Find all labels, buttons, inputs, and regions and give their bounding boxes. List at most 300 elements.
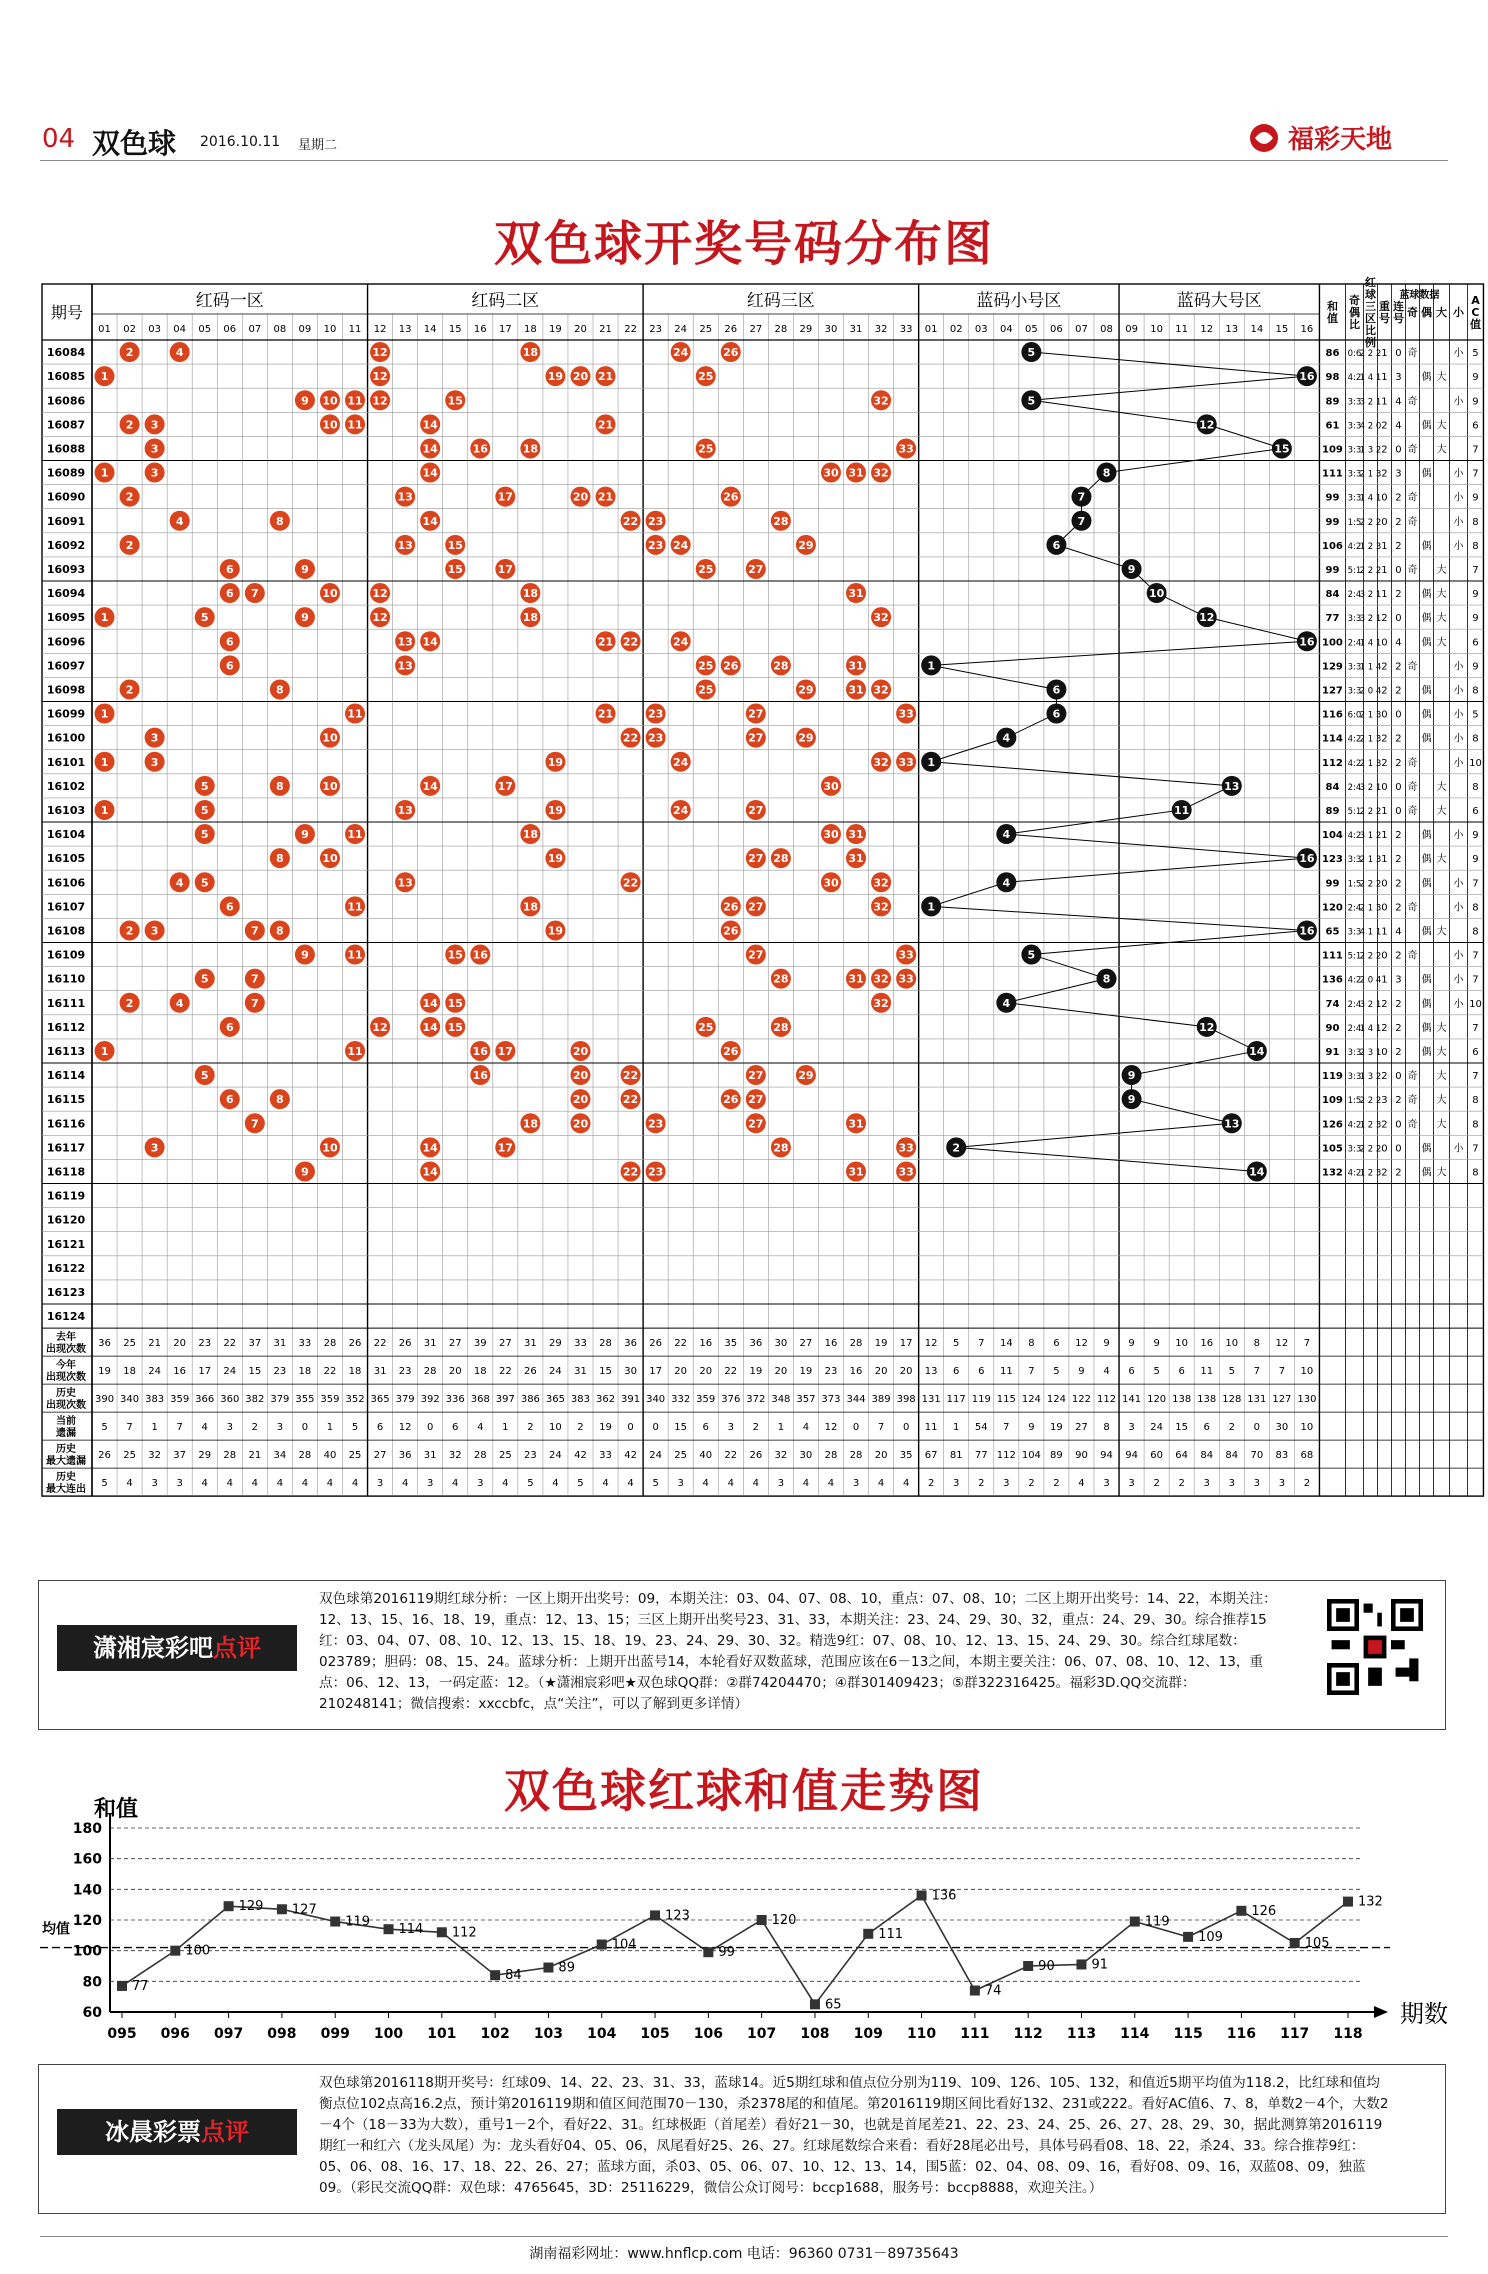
comment-box-xiaoxiang bbox=[38, 1580, 1446, 1730]
red-ball-number: 33 bbox=[898, 972, 914, 986]
right-data-cell: 120 bbox=[1322, 902, 1343, 914]
period-label: 16095 bbox=[46, 611, 86, 625]
stat-value: 9 bbox=[1128, 1338, 1135, 1350]
stat-value: 23 bbox=[524, 1450, 537, 1462]
stat-value: 3 bbox=[777, 1478, 785, 1490]
grid-border bbox=[42, 284, 1483, 1496]
stat-value: 4 bbox=[877, 1478, 885, 1490]
number-header: 19 bbox=[549, 324, 562, 335]
sum-data-label: 119 bbox=[345, 1914, 371, 1930]
stat-value: 24 bbox=[223, 1366, 237, 1378]
right-data-cell: 1 bbox=[1381, 926, 1388, 938]
svg-text:福彩天地: 福彩天地 bbox=[1288, 125, 1393, 155]
number-header: 20 bbox=[574, 324, 587, 335]
stat-value: 2 bbox=[1153, 1478, 1160, 1490]
right-data-cell: 8 bbox=[1472, 1095, 1479, 1107]
stat-value: 379 bbox=[395, 1394, 415, 1406]
stat-value: 15 bbox=[599, 1366, 612, 1378]
red-ball-number: 29 bbox=[798, 731, 814, 745]
red-ball-number: 22 bbox=[622, 876, 639, 890]
red-ball-number: 7 bbox=[250, 996, 259, 1010]
stat-value: 360 bbox=[220, 1394, 240, 1406]
right-data-cell: 7 bbox=[1472, 1143, 1479, 1155]
red-ball-number: 13 bbox=[397, 538, 413, 552]
right-data-cell: 2:4 bbox=[1347, 782, 1362, 793]
period-label: 16085 bbox=[46, 370, 86, 384]
right-data-cell: 0 bbox=[1395, 709, 1402, 721]
red-ball-number: 23 bbox=[647, 1165, 664, 1179]
right-header bbox=[1349, 293, 1360, 331]
right-data-cell: 2 1 3 bbox=[1359, 758, 1382, 769]
period-label: 16094 bbox=[46, 587, 86, 601]
comment-tag: 潇湘宸彩吧点评 bbox=[57, 1625, 297, 1671]
stat-value: 359 bbox=[696, 1394, 716, 1406]
period-label: 16098 bbox=[46, 683, 86, 697]
fucai-logo bbox=[1244, 118, 1444, 158]
stat-value: 7 bbox=[1028, 1366, 1035, 1378]
stat-value: 8 bbox=[1028, 1338, 1035, 1350]
stat-value: 1 bbox=[777, 1422, 785, 1434]
stat-value: 84 bbox=[1200, 1450, 1214, 1462]
number-header: 22 bbox=[624, 324, 637, 335]
stat-value: 0 bbox=[426, 1422, 434, 1434]
stat-value: 5 bbox=[1053, 1366, 1060, 1378]
right-data-cell: 2:4 bbox=[1347, 999, 1362, 1010]
stat-value: 392 bbox=[420, 1394, 440, 1406]
number-header: 04 bbox=[999, 324, 1013, 335]
right-data-cell: 8 bbox=[1472, 540, 1479, 552]
right-data-cell: 3:3 bbox=[1347, 614, 1362, 625]
stat-value: 24 bbox=[649, 1450, 662, 1462]
right-header-char: 重 bbox=[1378, 300, 1390, 313]
stat-value: 84 bbox=[1225, 1450, 1239, 1462]
stat-value: 1 bbox=[953, 1422, 960, 1434]
red-ball-number: 12 bbox=[372, 394, 388, 408]
right-header bbox=[1453, 305, 1465, 319]
sum-data-label: 109 bbox=[1198, 1929, 1223, 1945]
right-data-cell: 大 bbox=[1436, 805, 1447, 817]
right-data-cell: 136 bbox=[1322, 974, 1343, 986]
red-ball-number: 7 bbox=[250, 972, 259, 986]
stat-value: 42 bbox=[574, 1450, 587, 1462]
stat-value: 31 bbox=[574, 1366, 587, 1378]
red-ball-number: 2 bbox=[125, 683, 134, 697]
stat-value: 26 bbox=[348, 1338, 362, 1350]
period-label: 16102 bbox=[46, 779, 86, 793]
blue-ball-number: 7 bbox=[1077, 514, 1086, 528]
right-data-cell: 2 bbox=[1395, 902, 1402, 914]
weekday: 星期二 bbox=[298, 138, 338, 153]
stat-value: 6 bbox=[1053, 1338, 1060, 1350]
right-data-cell: 126 bbox=[1322, 1119, 1343, 1131]
right-data-cell: 2 1 3 bbox=[1359, 469, 1382, 480]
right-data-cell: 9 bbox=[1472, 372, 1479, 384]
right-data-cell: 2 bbox=[1395, 998, 1402, 1010]
stat-value: 20 bbox=[899, 1366, 913, 1378]
right-data-cell: 偶 bbox=[1421, 685, 1432, 697]
stat-value: 19 bbox=[799, 1366, 813, 1378]
number-header: 02 bbox=[123, 324, 136, 335]
right-data-cell: 0 bbox=[1395, 805, 1402, 817]
right-data-cell: 4:2 bbox=[1347, 975, 1362, 986]
red-ball-number: 20 bbox=[572, 1093, 589, 1107]
right-data-cell: 114 bbox=[1322, 733, 1343, 745]
red-ball-number: 17 bbox=[497, 779, 513, 793]
page-header bbox=[40, 118, 1448, 161]
stat-value: 11 bbox=[924, 1422, 938, 1434]
sum-point bbox=[330, 1917, 340, 1927]
stat-value: 340 bbox=[646, 1394, 666, 1406]
right-data-cell: 奇 bbox=[1407, 1095, 1418, 1107]
red-ball-number: 25 bbox=[698, 562, 714, 576]
sum-data-label: 91 bbox=[1091, 1957, 1109, 1973]
red-ball-number: 19 bbox=[547, 924, 564, 938]
right-data-cell: 6 bbox=[1472, 1046, 1479, 1058]
blue-ball-number: 6 bbox=[1052, 707, 1061, 721]
right-data-cell: 116 bbox=[1322, 709, 1343, 721]
right-data-cell: 2:4 bbox=[1347, 903, 1362, 914]
stat-value: 16 bbox=[849, 1366, 863, 1378]
x-tick-label: 101 bbox=[427, 2026, 457, 2042]
red-ball-number: 2 bbox=[125, 346, 134, 360]
stat-value: 27 bbox=[373, 1450, 387, 1462]
right-data-cell: 0 bbox=[1381, 950, 1388, 962]
right-data-cell: 0 bbox=[1395, 781, 1402, 793]
stat-value: 28 bbox=[223, 1450, 237, 1462]
blue-ball-number: 1 bbox=[927, 659, 936, 673]
red-ball-number: 24 bbox=[673, 755, 689, 769]
stat-value: 2 bbox=[1053, 1478, 1060, 1490]
red-ball-number: 31 bbox=[848, 852, 864, 866]
blue-ball-number: 1 bbox=[927, 755, 936, 769]
stat-value: 362 bbox=[595, 1394, 616, 1406]
right-data-cell: 1 4 1 bbox=[1359, 493, 1382, 504]
stat-value: 17 bbox=[649, 1366, 662, 1378]
sum-point bbox=[757, 1915, 767, 1925]
right-data-cell: 104 bbox=[1322, 830, 1343, 842]
stat-value: 119 bbox=[971, 1394, 991, 1406]
stat-value: 40 bbox=[699, 1450, 713, 1462]
sum-point bbox=[277, 1904, 287, 1914]
red-ball-number: 17 bbox=[497, 1141, 513, 1155]
red-ball-number: 14 bbox=[422, 418, 438, 432]
stat-value: 3 bbox=[1228, 1478, 1235, 1490]
stat-value: 4 bbox=[226, 1478, 233, 1490]
stat-value: 20 bbox=[448, 1366, 462, 1378]
right-data-cell: 6:0 bbox=[1347, 710, 1362, 721]
red-ball-number: 14 bbox=[422, 635, 438, 649]
red-ball-number: 22 bbox=[622, 1093, 639, 1107]
number-header: 29 bbox=[799, 324, 813, 335]
red-ball-number: 9 bbox=[301, 828, 309, 842]
right-data-cell: 10 bbox=[1469, 998, 1482, 1010]
stat-value: 31 bbox=[423, 1338, 437, 1350]
right-data-cell: 0 bbox=[1381, 781, 1388, 793]
red-ball-number: 31 bbox=[848, 1117, 864, 1131]
right-data-cell: 2 bbox=[1381, 733, 1388, 745]
right-header-char: 和 bbox=[1326, 300, 1338, 313]
blue-ball-number: 15 bbox=[1274, 442, 1290, 456]
stat-value: 22 bbox=[223, 1338, 237, 1350]
stat-value: 3 bbox=[1003, 1478, 1010, 1490]
stat-value: 382 bbox=[245, 1394, 265, 1406]
sum-data-label: 65 bbox=[824, 1997, 842, 2013]
blue-ball-number: 9 bbox=[1127, 562, 1136, 576]
stat-value: 12 bbox=[824, 1422, 838, 1434]
right-header bbox=[1470, 294, 1481, 331]
zone-label: 红码三区 bbox=[746, 291, 815, 311]
right-header-char: 例 bbox=[1364, 336, 1376, 349]
right-data-cell: 3 2 1 bbox=[1359, 782, 1382, 793]
red-ball-number: 13 bbox=[397, 659, 413, 673]
sum-point bbox=[917, 1890, 927, 1900]
number-header: 18 bbox=[524, 324, 537, 335]
red-ball-number: 21 bbox=[597, 370, 614, 384]
stat-value: 12 bbox=[398, 1422, 412, 1434]
stat-value: 122 bbox=[1071, 1394, 1092, 1406]
right-data-cell: 84 bbox=[1325, 589, 1340, 601]
period-label: 16118 bbox=[46, 1165, 86, 1179]
period-label: 16086 bbox=[46, 394, 86, 408]
stat-value: 27 bbox=[448, 1338, 462, 1350]
stat-value: 10 bbox=[1175, 1338, 1189, 1350]
number-header: 12 bbox=[373, 324, 387, 335]
right-data-cell: 3 bbox=[1395, 468, 1402, 480]
right-data-cell: 1 bbox=[1381, 564, 1388, 576]
stat-value: 23 bbox=[398, 1366, 412, 1378]
period-label: 16109 bbox=[46, 948, 86, 962]
x-tick-label: 100 bbox=[373, 2026, 404, 2042]
stat-value: 4 bbox=[452, 1478, 459, 1490]
right-data-cell: 小 bbox=[1453, 348, 1464, 360]
red-ball-number: 3 bbox=[150, 924, 159, 938]
number-header: 16 bbox=[473, 324, 487, 335]
right-data-cell: 偶 bbox=[1421, 1167, 1432, 1179]
red-ball-number: 11 bbox=[347, 418, 363, 432]
red-ball-number: 19 bbox=[547, 852, 564, 866]
red-ball-number: 28 bbox=[773, 972, 789, 986]
stat-value: 0 bbox=[902, 1422, 910, 1434]
stat-value: 28 bbox=[323, 1338, 337, 1350]
y-tick-label: 140 bbox=[72, 1882, 102, 1899]
stat-value: 9 bbox=[1153, 1338, 1160, 1350]
right-data-cell: 7 bbox=[1472, 1022, 1479, 1034]
red-ball-number: 12 bbox=[372, 587, 388, 601]
stat-value: 2 bbox=[927, 1478, 935, 1490]
stat-value: 2 bbox=[527, 1422, 534, 1434]
red-ball-number: 22 bbox=[622, 635, 639, 649]
stat-value: 379 bbox=[270, 1394, 290, 1406]
sum-point bbox=[490, 1970, 500, 1980]
blue-ball-number: 13 bbox=[1224, 1117, 1240, 1131]
right-data-cell: 小 bbox=[1453, 540, 1464, 552]
right-data-cell: 2 bbox=[1395, 540, 1402, 552]
number-header: 03 bbox=[148, 324, 161, 335]
number-header: 09 bbox=[1125, 324, 1138, 335]
stat-value: 23 bbox=[273, 1366, 287, 1378]
stat-value: 3 bbox=[1128, 1478, 1135, 1490]
section-title: 双色球 bbox=[92, 127, 177, 160]
red-ball-number: 29 bbox=[798, 683, 814, 697]
right-data-cell: 3:3 bbox=[1347, 493, 1362, 504]
red-ball-number: 13 bbox=[397, 635, 413, 649]
red-ball-number: 1 bbox=[100, 803, 109, 817]
stat-value: 4 bbox=[802, 1422, 810, 1434]
period-label: 16114 bbox=[46, 1069, 86, 1083]
right-data-cell: 0 bbox=[1395, 444, 1402, 456]
red-ball-number: 21 bbox=[597, 490, 614, 504]
stat-value: 35 bbox=[899, 1450, 913, 1462]
right-data-cell: 2 2 2 bbox=[1359, 565, 1382, 576]
right-data-cell: 2 2 2 bbox=[1359, 806, 1382, 817]
red-ball-number: 20 bbox=[572, 370, 589, 384]
right-data-cell: 2 bbox=[1395, 1095, 1402, 1107]
stat-value: 3 bbox=[727, 1422, 734, 1434]
right-header-char: 值 bbox=[1469, 318, 1481, 331]
sum-data-label: 132 bbox=[1358, 1894, 1383, 1910]
red-ball-number: 24 bbox=[673, 538, 689, 552]
stat-value: 355 bbox=[295, 1394, 315, 1406]
red-ball-number: 8 bbox=[276, 1093, 284, 1107]
stat-value: 138 bbox=[1197, 1394, 1217, 1406]
red-ball-number: 11 bbox=[347, 948, 363, 962]
red-ball-number: 22 bbox=[622, 731, 639, 745]
stat-value: 6 bbox=[1178, 1366, 1185, 1378]
number-distribution-grid bbox=[34, 276, 1482, 1570]
blue-ball-number: 4 bbox=[1002, 876, 1011, 890]
stat-value: 8 bbox=[1253, 1338, 1261, 1350]
red-ball-number: 24 bbox=[673, 803, 689, 817]
right-data-cell: 132 bbox=[1322, 1167, 1343, 1179]
red-ball-number: 33 bbox=[898, 707, 914, 721]
red-ball-number: 4 bbox=[175, 996, 184, 1010]
right-data-cell: 大 bbox=[1436, 854, 1447, 866]
stat-value: 24 bbox=[549, 1366, 562, 1378]
red-ball-number: 29 bbox=[798, 1069, 814, 1083]
stat-value: 25 bbox=[348, 1450, 362, 1462]
red-ball-number: 32 bbox=[873, 466, 889, 480]
stat-value: 127 bbox=[1272, 1394, 1292, 1406]
right-data-cell: 0 bbox=[1395, 1143, 1402, 1155]
stat-value: 18 bbox=[298, 1366, 312, 1378]
stat-value: 30 bbox=[774, 1338, 788, 1350]
stat-value: 77 bbox=[974, 1450, 988, 1462]
number-header: 05 bbox=[198, 324, 212, 335]
comment-box-bingchen bbox=[38, 2064, 1446, 2214]
sum-data-label: 136 bbox=[931, 1888, 957, 1904]
number-header: 28 bbox=[774, 324, 788, 335]
stat-value: 7 bbox=[1278, 1366, 1286, 1378]
stat-value: 29 bbox=[549, 1338, 562, 1350]
red-ball-number: 15 bbox=[447, 394, 463, 408]
right-header-char: 球 bbox=[1364, 288, 1376, 301]
period-label: 16084 bbox=[46, 346, 86, 360]
right-data-cell: 0:6 bbox=[1347, 349, 1362, 360]
right-data-cell: 8 bbox=[1472, 516, 1479, 528]
y-axis-label: 和值 bbox=[93, 1797, 139, 1822]
stat-value: 29 bbox=[198, 1450, 212, 1462]
red-ball-number: 14 bbox=[422, 442, 438, 456]
number-header: 02 bbox=[949, 324, 963, 335]
red-ball-number: 18 bbox=[522, 611, 539, 625]
number-header: 33 bbox=[899, 324, 913, 335]
x-tick-label: 097 bbox=[213, 2026, 244, 2042]
blue-ball-number: 8 bbox=[1102, 972, 1111, 986]
period-label: 16110 bbox=[46, 972, 86, 986]
red-ball-number: 5 bbox=[200, 779, 209, 793]
stat-value: 3 bbox=[677, 1478, 684, 1490]
qr-code bbox=[1327, 1599, 1423, 1695]
right-data-cell: 小 bbox=[1453, 685, 1464, 697]
zone-label: 蓝码大号区 bbox=[1176, 291, 1262, 311]
sum-data-label: 112 bbox=[451, 1925, 477, 1941]
period-label: 16101 bbox=[46, 755, 86, 769]
right-data-cell: 3:3 bbox=[1347, 686, 1362, 697]
stat-value: 27 bbox=[799, 1338, 813, 1350]
stat-value: 64 bbox=[1175, 1450, 1189, 1462]
period-label: 16108 bbox=[46, 924, 86, 938]
red-ball-number: 11 bbox=[347, 1044, 363, 1058]
sum-point bbox=[810, 1999, 820, 2009]
stat-label: 当前 bbox=[56, 1416, 76, 1428]
stat-value: 104 bbox=[1021, 1450, 1041, 1462]
blue-ball-number: 16 bbox=[1299, 370, 1315, 384]
sum-data-label: 126 bbox=[1251, 1903, 1277, 1919]
x-tick-label: 107 bbox=[747, 2026, 777, 2042]
period-label: 16104 bbox=[46, 828, 86, 842]
period-label: 16116 bbox=[46, 1117, 86, 1131]
right-data-cell: 大 bbox=[1436, 637, 1447, 649]
stat-value: 5 bbox=[1228, 1366, 1235, 1378]
number-header: 07 bbox=[248, 324, 262, 335]
right-header bbox=[1436, 305, 1447, 319]
right-data-cell: 127 bbox=[1322, 685, 1343, 697]
right-data-cell: 0 bbox=[1395, 564, 1402, 576]
red-ball-number: 6 bbox=[225, 659, 234, 673]
stat-value: 4 bbox=[702, 1478, 709, 1490]
red-ball-number: 15 bbox=[447, 996, 463, 1010]
red-ball-number: 15 bbox=[447, 948, 463, 962]
right-data-cell: 6 bbox=[1472, 805, 1479, 817]
red-ball-number: 21 bbox=[597, 635, 614, 649]
right-header-char: 奇 bbox=[1406, 306, 1418, 319]
right-data-cell: 5:1 bbox=[1347, 565, 1362, 576]
blue-ball-number: 5 bbox=[1027, 948, 1036, 962]
stat-label: 历史 bbox=[56, 1472, 76, 1484]
stat-value: 35 bbox=[724, 1338, 738, 1350]
stat-value: 39 bbox=[473, 1338, 487, 1350]
blue-ball-number: 6 bbox=[1052, 538, 1061, 552]
stat-label: 出现次数 bbox=[46, 1400, 86, 1412]
stat-value: 37 bbox=[248, 1338, 262, 1350]
stat-value: 30 bbox=[799, 1450, 813, 1462]
right-data-cell: 奇 bbox=[1407, 516, 1418, 528]
zone-label: 红码二区 bbox=[471, 291, 540, 311]
average-label: 均值 bbox=[42, 1921, 70, 1938]
number-header: 01 bbox=[98, 324, 111, 335]
stat-value: 6 bbox=[702, 1422, 709, 1434]
stat-value: 11 bbox=[1200, 1366, 1214, 1378]
y-tick-label: 120 bbox=[72, 1913, 102, 1929]
stat-value: 4 bbox=[477, 1422, 484, 1434]
right-data-cell: 偶 bbox=[1421, 974, 1432, 986]
red-ball-number: 27 bbox=[748, 852, 764, 866]
sum-point bbox=[1290, 1938, 1300, 1948]
right-data-cell: 3:3 bbox=[1347, 421, 1362, 432]
period-label: 16093 bbox=[46, 562, 86, 576]
right-data-cell: 3 2 1 bbox=[1359, 999, 1382, 1010]
right-data-cell: 小 bbox=[1453, 974, 1464, 986]
